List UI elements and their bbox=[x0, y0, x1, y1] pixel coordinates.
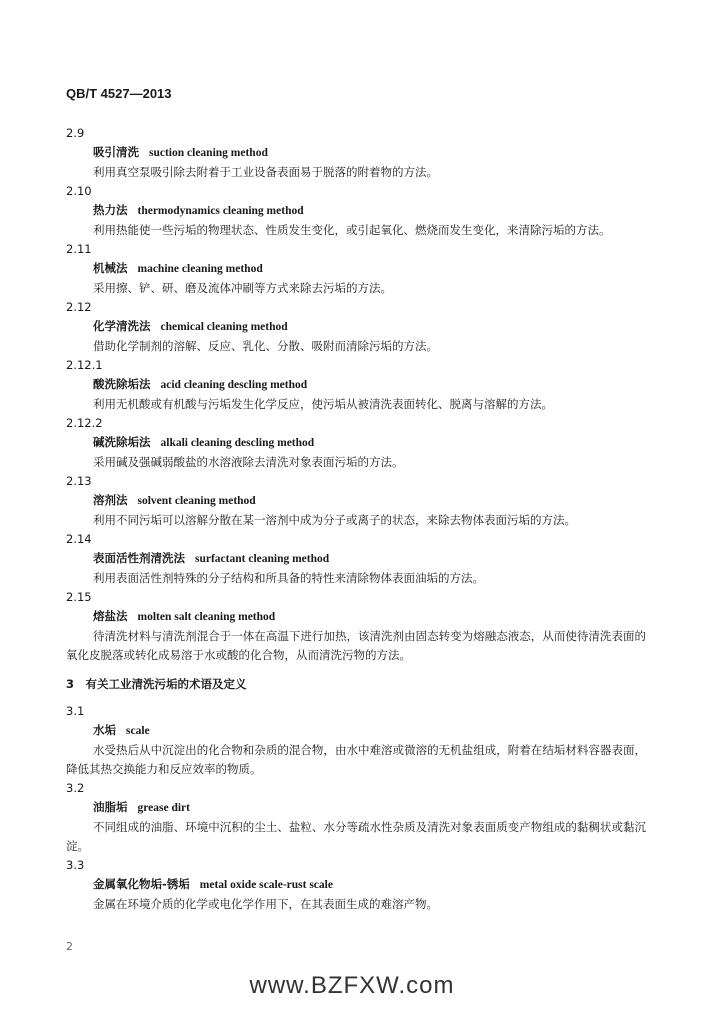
term-number: 3.3 bbox=[66, 858, 85, 872]
term-number: 2.9 bbox=[66, 126, 85, 140]
term-english: suction cleaning method bbox=[149, 147, 268, 159]
term-english: metal oxide scale-rust scale bbox=[199, 879, 333, 891]
term-chinese: 酸洗除垢法 bbox=[93, 377, 151, 391]
term-heading bbox=[66, 549, 646, 569]
term-chinese: 碱洗除垢法 bbox=[93, 435, 151, 449]
term-number: 2.11 bbox=[66, 242, 92, 256]
term-number: 3.1 bbox=[66, 704, 85, 718]
term-english: grease dirt bbox=[137, 802, 190, 814]
term-definition: 水受热后从中沉淀出的化合物和杂质的混合物，由水中难溶或微溶的无机盐组成，附着在结垢材料容器表面，降低其热交换能力和反应效率的物质。 bbox=[66, 743, 646, 776]
term-heading bbox=[66, 491, 646, 511]
term-heading bbox=[66, 433, 646, 453]
term-english: thermodynamics cleaning method bbox=[137, 205, 304, 217]
term-chinese: 机械法 bbox=[93, 261, 128, 275]
term-chinese: 金属氧化物垢-锈垢 bbox=[93, 877, 190, 891]
term-definition: 借助化学制剂的溶解、反应、乳化、分散、吸附而清除污垢的方法。 bbox=[93, 339, 438, 353]
term-definition: 采用碱及强碱弱酸盐的水溶液除去清洗对象表面污垢的方法。 bbox=[93, 455, 404, 469]
term-english: chemical cleaning method bbox=[160, 321, 288, 333]
term-chinese: 表面活性剂清洗法 bbox=[93, 551, 185, 565]
term-number: 2.12 bbox=[66, 300, 92, 314]
term-definition: 采用擦、铲、研、磨及流体冲刷等方式来除去污垢的方法。 bbox=[93, 281, 392, 295]
term-definition: 待清洗材料与清洗剂混合于一体在高温下进行加热，该清洗剂由固态转变为熔融态液态，从而使待清洗表面的氧化皮脱落或转化成易溶于水或酸的化合物，从而清洗污物的方法。 bbox=[66, 629, 646, 662]
term-definition: 不同组成的油脂、环境中沉积的尘土、盐粒、水分等疏水性杂质及清洗对象表面质变产物组成的黏稠状或黏沉淀。 bbox=[66, 820, 646, 853]
term-heading bbox=[66, 607, 646, 627]
term-definition: 利用无机酸或有机酸与污垢发生化学反应，使污垢从被清洗表面转化、脱离与溶解的方法。 bbox=[93, 397, 553, 411]
term-number: 2.15 bbox=[66, 590, 92, 604]
terms-section-2 bbox=[66, 124, 646, 665]
term-chinese: 水垢 bbox=[93, 723, 116, 737]
term-chinese: 化学清洗法 bbox=[93, 319, 151, 333]
term-heading bbox=[66, 259, 646, 279]
term-number: 2.12.2 bbox=[66, 416, 103, 430]
standard-code-header: QB/T 4527—2013 bbox=[66, 86, 172, 101]
term-definition: 金属在环境介质的化学或电化学作用下，在其表面生成的难溶产物。 bbox=[93, 897, 438, 911]
term-chinese: 熔盐法 bbox=[93, 609, 128, 623]
term-number: 3.2 bbox=[66, 781, 85, 795]
term-english: alkali cleaning descling method bbox=[160, 437, 315, 449]
term-heading bbox=[66, 721, 646, 741]
term-number: 2.13 bbox=[66, 474, 92, 488]
term-heading bbox=[66, 143, 646, 163]
term-chinese: 溶剂法 bbox=[93, 493, 128, 507]
term-chinese: 吸引清洗 bbox=[93, 145, 139, 159]
page-number: 2 bbox=[66, 940, 73, 953]
term-definition: 利用真空泵吸引除去附着于工业设备表面易于脱落的附着物的方法。 bbox=[93, 165, 438, 179]
term-number: 2.10 bbox=[66, 184, 92, 198]
section-3-title: 3 有关工业清洗污垢的术语及定义 bbox=[66, 677, 247, 691]
document-body bbox=[66, 124, 646, 914]
term-heading bbox=[66, 201, 646, 221]
term-number: 2.14 bbox=[66, 532, 92, 546]
term-chinese: 油脂垢 bbox=[93, 800, 128, 814]
term-number: 2.12.1 bbox=[66, 358, 103, 372]
terms-section-3 bbox=[66, 702, 646, 914]
term-definition: 利用不同污垢可以溶解分散在某一溶剂中成为分子或离子的状态，来除去物体表面污垢的方法。 bbox=[93, 513, 576, 527]
term-definition: 利用表面活性剂特殊的分子结构和所具备的特性来清除物体表面油垢的方法。 bbox=[93, 571, 484, 585]
term-heading bbox=[66, 798, 646, 818]
term-heading bbox=[66, 875, 646, 895]
term-heading bbox=[66, 375, 646, 395]
term-heading bbox=[66, 317, 646, 337]
term-english: solvent cleaning method bbox=[137, 495, 256, 507]
term-definition: 利用热能使一些污垢的物理状态、性质发生变化，或引起氧化、燃烧而发生变化，来清除污垢的方法。 bbox=[93, 223, 611, 237]
term-chinese: 热力法 bbox=[93, 203, 128, 217]
term-english: scale bbox=[126, 725, 150, 737]
term-english: machine cleaning method bbox=[137, 263, 263, 275]
term-english: acid cleaning descling method bbox=[160, 379, 308, 391]
term-english: surfactant cleaning method bbox=[195, 553, 330, 565]
site-watermark: www.BZFXW.com bbox=[249, 972, 455, 999]
term-english: molten salt cleaning method bbox=[137, 611, 276, 623]
